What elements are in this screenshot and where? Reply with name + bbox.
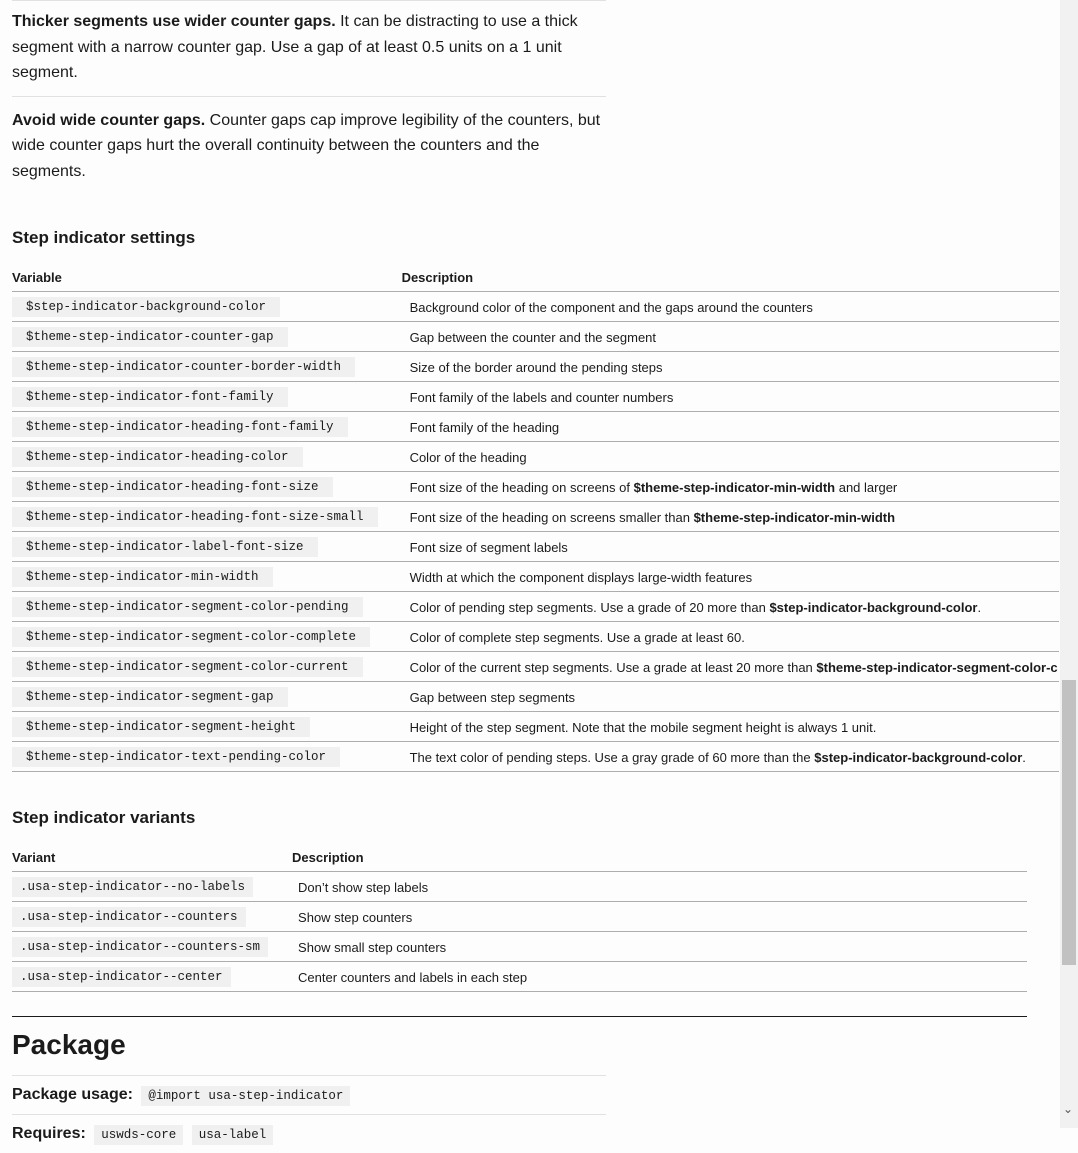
settings-row (12, 472, 1059, 502)
variant-code: .usa-step-indicator--no-labels (12, 877, 253, 897)
variable-cell (12, 622, 378, 652)
description-cell (268, 872, 1027, 902)
package-usage-label: Package usage: (12, 1086, 133, 1103)
description-text: Show step counters (298, 909, 413, 925)
variant-code: .usa-step-indicator--center (12, 967, 231, 987)
variant-row (12, 872, 1027, 902)
variable-code: $theme-step-indicator-min-width (12, 567, 273, 587)
variable-cell (12, 412, 378, 442)
section-divider (12, 1016, 1027, 1017)
variant-code: .usa-step-indicator--counters (12, 907, 246, 927)
column-header-variant: Variant (12, 850, 56, 865)
package-requires-code: usa-label (192, 1125, 274, 1145)
scrollbar[interactable] (1060, 0, 1078, 1128)
variable-cell (12, 352, 378, 382)
variants-table-body (12, 872, 1027, 992)
variable-cell (12, 292, 378, 322)
variant-row (12, 932, 1027, 962)
description-text: Color of the heading (409, 449, 527, 465)
variable-code: $theme-step-indicator-segment-gap (12, 687, 288, 707)
description-cell (378, 352, 1059, 382)
settings-row (12, 322, 1059, 352)
description-cell (378, 562, 1059, 592)
variable-cell (12, 502, 378, 532)
description-text: Font family of the labels and counter numbers (409, 389, 674, 405)
settings-row (12, 532, 1059, 562)
settings-row (12, 442, 1059, 472)
description-cell (378, 382, 1059, 412)
variable-cell (12, 322, 378, 352)
settings-row (12, 352, 1059, 382)
guideline-title: Avoid wide counter gaps. (12, 111, 206, 129)
variable-code: $theme-step-indicator-heading-color (12, 447, 303, 467)
guideline-item (12, 108, 606, 195)
column-header-description: Description (401, 270, 474, 285)
description-cell (378, 592, 1059, 622)
settings-row (12, 382, 1059, 412)
variable-code: $theme-step-indicator-heading-font-size-small (12, 507, 378, 527)
variable-cell (12, 682, 378, 712)
description-cell (268, 902, 1027, 932)
description-text: Font family of the heading (409, 419, 560, 435)
variant-row (12, 962, 1027, 992)
column-header-variable: Variable (12, 270, 62, 285)
variable-code: $theme-step-indicator-segment-color-complete (12, 627, 370, 647)
description-text: Show small step counters (298, 939, 447, 955)
description-cell (378, 712, 1059, 742)
description-variable: $step-indicator-background-color (814, 749, 1023, 765)
settings-table-body (12, 292, 1059, 772)
settings-heading: Step indicator settings (12, 228, 196, 247)
description-cell (378, 412, 1059, 442)
description-text: Font size of the heading on screens of (409, 479, 634, 495)
description-text: Color of the current step segments. Use a grade at least 20 more than (409, 659, 817, 675)
guideline-item (12, 0, 606, 97)
description-variable: $theme-step-indicator-segment-color-c (816, 659, 1058, 675)
description-cell (378, 322, 1059, 352)
package-heading: Package (12, 1029, 126, 1060)
description-cell (378, 622, 1059, 652)
package-usage-code: @import usa-step-indicator (141, 1086, 350, 1106)
settings-row (12, 682, 1059, 712)
settings-row (12, 412, 1059, 442)
package-usage (12, 1075, 606, 1114)
variant-code: .usa-step-indicator--counters-sm (12, 937, 268, 957)
description-text: Color of pending step segments. Use a grade of 20 more than (409, 599, 770, 615)
description-text: Gap between step segments (409, 689, 576, 705)
description-text: The text color of pending steps. Use a gray grade of 60 more than the (409, 749, 815, 765)
variant-cell (12, 872, 268, 902)
variable-cell (12, 592, 378, 622)
description-cell (268, 932, 1027, 962)
description-text: Color of complete step segments. Use a grade at least 60. (409, 629, 745, 645)
chevron-down-icon[interactable]: ⌄ (1063, 1102, 1074, 1116)
description-text: Size of the border around the pending steps (409, 359, 663, 375)
variable-code: $theme-step-indicator-heading-font-family (12, 417, 348, 437)
description-text: Font size of the heading on screens smaller than (409, 509, 694, 525)
scrollbar-thumb[interactable] (1062, 680, 1076, 965)
description-text: Gap between the counter and the segment (409, 329, 657, 345)
description-suffix: . (977, 599, 982, 615)
description-cell (378, 742, 1059, 772)
description-cell (378, 502, 1059, 532)
package-requires (12, 1114, 606, 1153)
variant-cell (12, 932, 268, 962)
variable-cell (12, 742, 378, 772)
variable-code: $step-indicator-background-color (12, 297, 280, 317)
description-cell (378, 532, 1059, 562)
variable-code: $theme-step-indicator-segment-color-pending (12, 597, 363, 617)
settings-row (12, 712, 1059, 742)
variable-code: $theme-step-indicator-segment-height (12, 717, 310, 737)
settings-row (12, 562, 1059, 592)
variable-cell (12, 532, 378, 562)
settings-row (12, 502, 1059, 532)
settings-row (12, 652, 1059, 682)
variable-code: $theme-step-indicator-counter-gap (12, 327, 288, 347)
package-requires-code: uswds-core (94, 1125, 183, 1145)
guideline-title: Thicker segments use wider counter gaps. (12, 13, 336, 30)
description-cell (378, 682, 1059, 712)
settings-row (12, 742, 1059, 772)
description-variable: $theme-step-indicator-min-width (633, 479, 836, 495)
page-content (12, 0, 1059, 1153)
description-cell (378, 292, 1059, 322)
description-text: Width at which the component displays large-width features (409, 569, 753, 585)
variable-code: $theme-step-indicator-font-family (12, 387, 288, 407)
guideline-text: It can be distracting to use a thick segment with a narrow counter gap. Use a gap of at least 0.5 units on a 1 unit segment. (12, 13, 578, 81)
variable-code: $theme-step-indicator-label-font-size (12, 537, 318, 557)
guideline-text: Counter gaps cap improve legibility of the counters, but wide counter gaps hurt the overall continuity between the counters and the segments. (12, 111, 601, 180)
description-cell (378, 652, 1059, 682)
description-cell (378, 442, 1059, 472)
variable-cell (12, 562, 378, 592)
variant-row (12, 902, 1027, 932)
description-text: Font size of segment labels (409, 539, 568, 555)
column-header-description: Description (292, 850, 364, 865)
description-suffix: and larger (835, 479, 898, 495)
variable-code: $theme-step-indicator-segment-color-current (12, 657, 363, 677)
variable-cell (12, 472, 378, 502)
settings-table (12, 270, 1059, 772)
variable-cell (12, 652, 378, 682)
description-suffix: . (1022, 749, 1026, 765)
description-text: Background color of the component and the gaps around the counters (409, 299, 813, 315)
settings-row (12, 292, 1059, 322)
description-text: Don’t show step labels (298, 879, 429, 895)
description-variable: $step-indicator-background-color (769, 599, 978, 615)
variants-heading: Step indicator variants (12, 808, 196, 827)
variable-code: $theme-step-indicator-text-pending-color (12, 747, 340, 767)
variant-cell (12, 962, 268, 992)
variants-table (12, 850, 1027, 992)
description-text: Height of the step segment. Note that the mobile segment height is always 1 unit. (409, 719, 877, 735)
variable-cell (12, 712, 378, 742)
description-text: Center counters and labels in each step (298, 969, 528, 985)
variant-cell (12, 902, 268, 932)
package-requires-label: Requires: (12, 1125, 86, 1142)
description-variable: $theme-step-indicator-min-width (693, 509, 896, 525)
description-cell (268, 962, 1027, 992)
variable-code: $theme-step-indicator-heading-font-size (12, 477, 333, 497)
variable-code: $theme-step-indicator-counter-border-width (12, 357, 355, 377)
settings-row (12, 622, 1059, 652)
settings-row (12, 592, 1059, 622)
variable-cell (12, 442, 378, 472)
variable-cell (12, 382, 378, 412)
description-cell (378, 472, 1059, 502)
